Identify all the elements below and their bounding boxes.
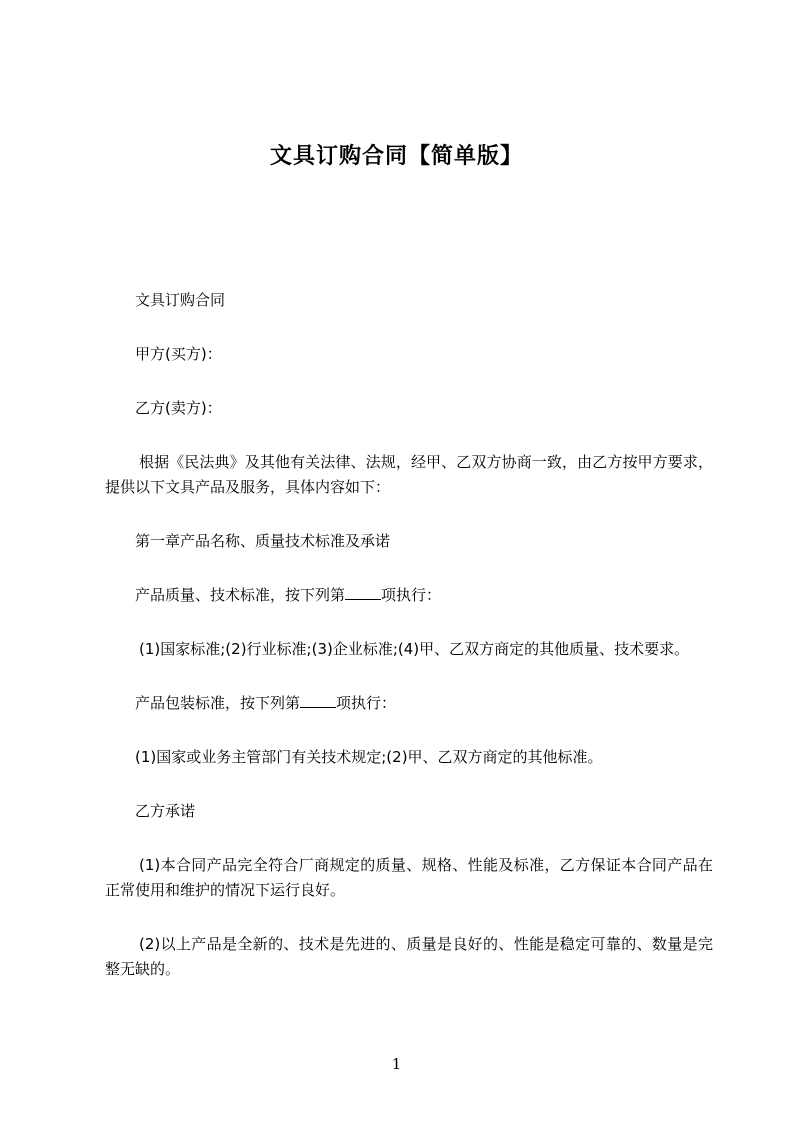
page-number: 1 xyxy=(391,1055,402,1073)
paragraph-chapter-one: 第一章产品名称、质量技术标准及承诺 xyxy=(135,532,391,550)
packaging-clause-after: 项执行： xyxy=(336,694,397,712)
paragraph-commitment-one: (1)本合同产品完全符合厂商规定的质量、规格、性能及标准，乙方保证本合同产品在正常使用和维护的情况下运行良好。 xyxy=(105,856,713,899)
paragraph-commitment-two: (2)以上产品是全新的、技术是先进的、质量是良好的、性能是稳定可靠的、数量是完整无缺的。 xyxy=(105,935,713,978)
paragraph-packaging-standard xyxy=(105,691,713,716)
quality-clause-after: 项执行： xyxy=(381,586,442,604)
packaging-clause-before: 产品包装标准，按下列第 xyxy=(135,694,301,712)
paragraph-quality-options: (1)国家标准;(2)行业标准;(3)企业标准;(4)甲、乙双方商定的其他质量、技术要求。 xyxy=(139,640,690,658)
quality-blank-field xyxy=(345,585,381,600)
document-body xyxy=(105,288,713,1011)
paragraph-party-b: 乙方(卖方)： xyxy=(135,399,222,417)
paragraph-preamble: 根据《民法典》及其他有关法律、法规，经甲、乙双方协商一致，由乙方按甲方要求，提供以下文具产品及服务，具体内容如下： xyxy=(105,453,713,496)
paragraph-party-b-commitment: 乙方承诺 xyxy=(135,802,196,820)
document-title: 文具订购合同【简单版】 xyxy=(269,144,523,169)
paragraph-party-a: 甲方(买方)： xyxy=(135,345,222,363)
paragraph-quality-standard xyxy=(105,583,713,608)
packaging-blank-field xyxy=(300,693,336,708)
quality-clause-before: 产品质量、技术标准，按下列第 xyxy=(135,586,346,604)
paragraph-contract-name: 文具订购合同 xyxy=(135,291,226,309)
paragraph-packaging-options: (1)国家或业务主管部门有关技术规定;(2)甲、乙双方商定的其他标准。 xyxy=(135,748,603,766)
